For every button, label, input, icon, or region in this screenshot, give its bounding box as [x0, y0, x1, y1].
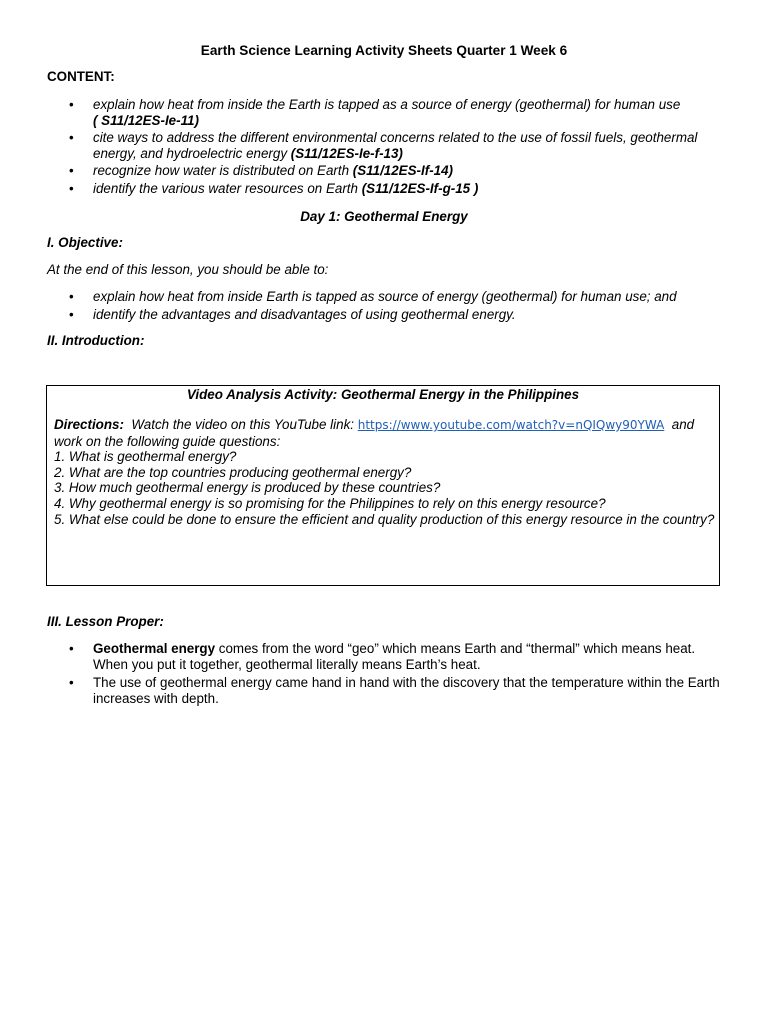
youtube-link[interactable]: https://www.youtube.com/watch?v=nQIQwy90YWA: [357, 418, 665, 432]
introduction-heading: II. Introduction:: [47, 333, 145, 348]
day-title: Day 1: Geothermal Energy: [300, 209, 468, 224]
content-label: CONTENT:: [47, 69, 115, 84]
list-item: • identify the advantages and disadvantages of using geothermal energy.: [47, 307, 727, 323]
activity-directions: Directions: Watch the video on this YouTube link: https://www.youtube.com/watch?v=nQIQwy90YWA and work on the following guide questions:: [54, 417, 695, 449]
guide-question: 5. What else could be done to ensure the efficient and quality production of this energy resource in the country?: [54, 511, 715, 527]
list-item: • explain how heat from inside the Earth is tapped as a source of energy (geothermal) for human use ( S11/12ES-Ie-11): [47, 97, 727, 128]
list-item: • recognize how water is distributed on Earth (S11/12ES-If-14): [47, 163, 727, 179]
objective-list: [47, 289, 727, 322]
objective-heading: I. Objective:: [47, 235, 123, 250]
guide-question: 2. What are the top countries producing geothermal energy?: [54, 464, 412, 480]
list-item: • identify the various water resources on Earth (S11/12ES-If-g-15 ): [47, 181, 727, 197]
content-list: [47, 97, 727, 197]
lesson-list: [47, 641, 727, 706]
list-item: • The use of geothermal energy came hand in hand with the discovery that the temperature within the Earth increases with depth.: [47, 675, 727, 706]
guide-question: 3. How much geothermal energy is produced by these countries?: [54, 480, 441, 496]
list-item: • explain how heat from inside Earth is tapped as source of energy (geothermal) for human use; and: [47, 289, 727, 305]
directions-label: Directions:: [54, 417, 124, 432]
list-item: • cite ways to address the different environmental concerns related to the use of fossil fuels, geothermal energy, and hydroelectric energy (S11/12ES-Ie-f-13): [47, 130, 727, 161]
guide-question: 1. What is geothermal energy?: [54, 449, 237, 465]
guide-question: 4. Why geothermal energy is so promising for the Philippines to rely on this energy resource?: [54, 495, 606, 511]
document-title: Earth Science Learning Activity Sheets Quarter 1 Week 6: [200, 43, 568, 58]
term-geothermal-energy: Geothermal energy: [93, 641, 216, 656]
activity-body: [54, 417, 716, 527]
activity-title: Video Analysis Activity: Geothermal Energy in the Philippines: [186, 387, 580, 402]
list-item: • Geothermal energy comes from the word “geo” which means Earth and “thermal” which means heat. When you put it together, geothermal literally means Earth’s heat.: [47, 641, 727, 672]
lesson-heading: III. Lesson Proper:: [47, 614, 164, 629]
activity-box: [46, 385, 720, 586]
objective-intro: At the end of this lesson, you should be able to:: [47, 262, 329, 277]
